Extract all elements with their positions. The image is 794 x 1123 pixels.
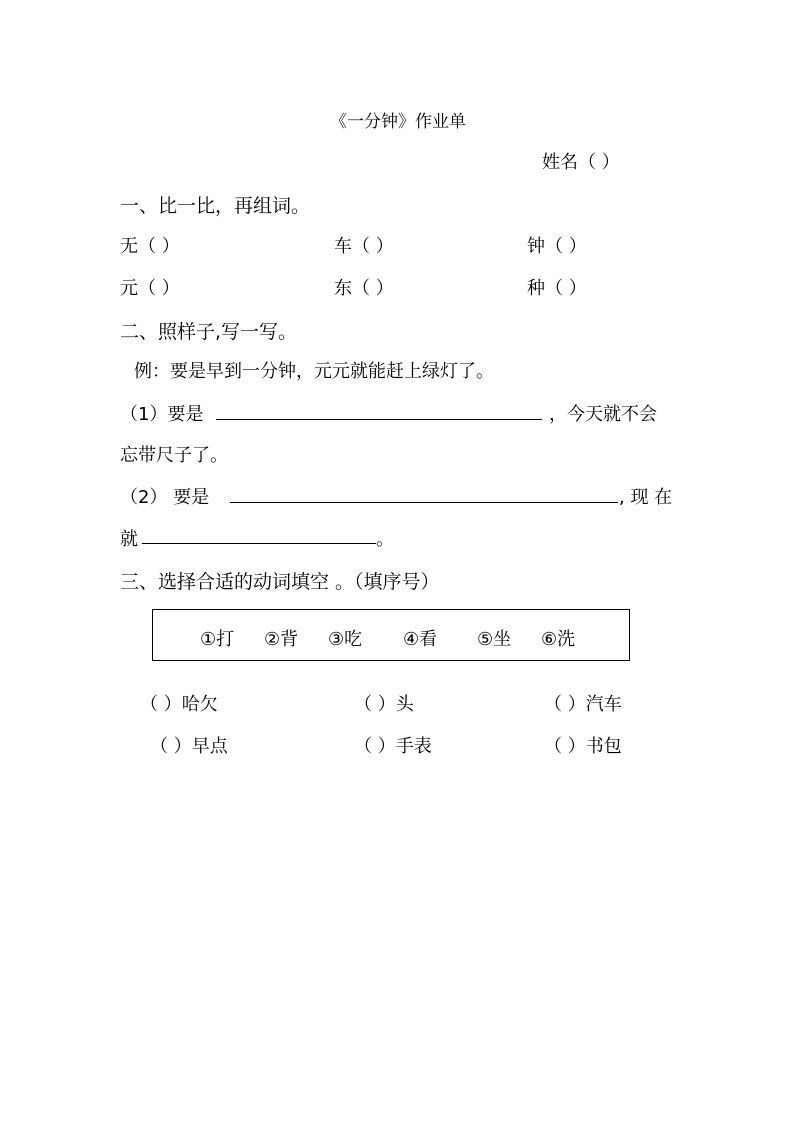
fill-item-tou[interactable]: （ ）头 (354, 694, 414, 715)
fill-item-shoubiao[interactable]: （ ）手表 (354, 736, 432, 757)
verb-option-kan: ④看 (403, 629, 438, 650)
item2-line2-blank[interactable] (142, 543, 376, 544)
verb-option-xi: ⑥洗 (541, 629, 576, 650)
name-field[interactable]: 姓名（ ） (542, 152, 620, 173)
compare-item-yuan[interactable]: 元（ ） (120, 278, 180, 299)
compare-item-dong[interactable]: 东（ ） (334, 278, 394, 299)
item1-line2: 忘带尺子了。 (120, 445, 228, 466)
item2-prefix: （2） 要是 (120, 487, 210, 508)
compare-item-zhong2[interactable]: 种（ ） (527, 278, 587, 299)
verb-option-zuo: ⑤坐 (477, 629, 512, 650)
item1-prefix: （1）要是 (120, 404, 204, 425)
fill-item-haqian[interactable]: （ ）哈欠 (140, 694, 218, 715)
item2-blank[interactable] (230, 502, 618, 503)
verb-option-da: ①打 (200, 629, 235, 650)
section2-heading: 二、照样子,写一写。 (120, 321, 298, 343)
section1-heading: 一、比一比，再组词。 (120, 195, 311, 217)
compare-item-zhong[interactable]: 钟（ ） (527, 236, 587, 257)
item2-line2-prefix: 就 (120, 529, 138, 550)
fill-item-shubao[interactable]: （ ）书包 (544, 736, 622, 757)
item2-suffix: , 现 在 (619, 487, 673, 508)
fill-item-zaodian[interactable]: （ ）早点 (150, 736, 228, 757)
verb-option-chi: ③吃 (328, 629, 363, 650)
section3-heading: 三、选择合适的动词填空 。（填序号） (120, 571, 440, 593)
fill-item-qiche[interactable]: （ ）汽车 (544, 694, 622, 715)
verb-option-bei: ②背 (264, 629, 299, 650)
compare-item-wu[interactable]: 无（ ） (120, 236, 180, 257)
item2-line2-suffix: 。 (376, 529, 394, 550)
page-title: 《一分钟》作业单 (330, 112, 466, 132)
item1-suffix: ，今天就不会 (549, 404, 657, 425)
compare-item-che[interactable]: 车（ ） (334, 236, 394, 257)
example-sentence: 例：要是早到一分钟，元元就能赶上绿灯了。 (134, 361, 494, 382)
item1-blank[interactable] (216, 419, 542, 420)
